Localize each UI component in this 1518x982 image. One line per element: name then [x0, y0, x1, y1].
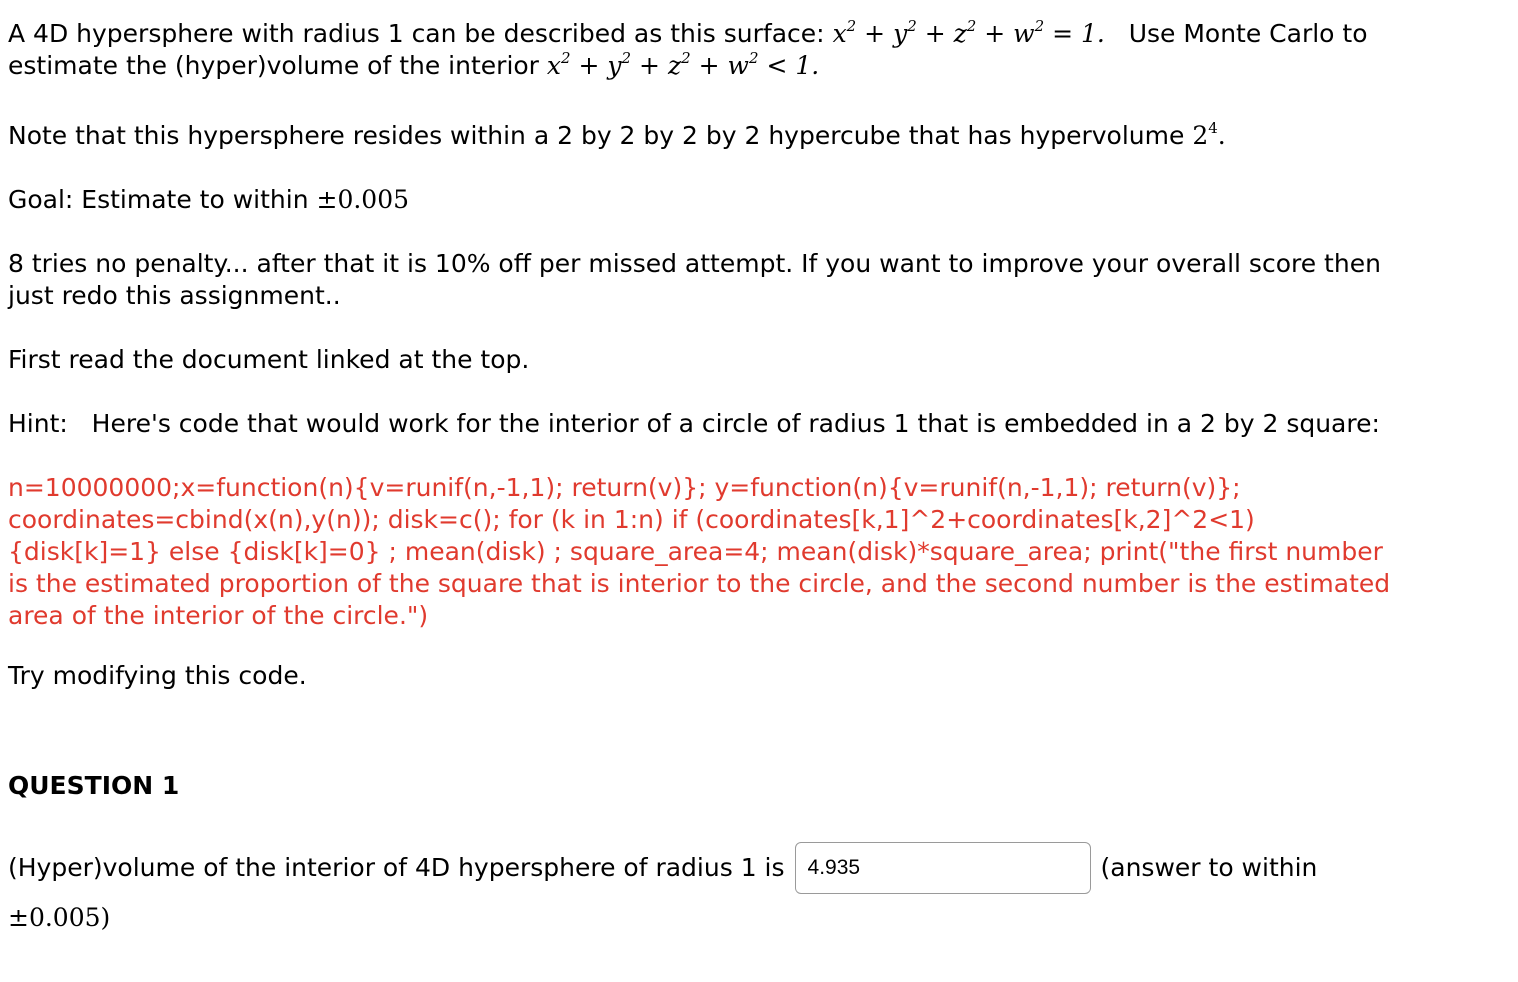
note-text: Note that this hypersphere resides within a 2 by 2 by 2 by 2 hypercube that has hypervolume [8, 121, 1193, 150]
problem-line2-prefix: estimate the (hyper)volume of the interior [8, 51, 547, 80]
hypercube-note [8, 120, 1508, 152]
try-modify-note: Try modifying this code. [8, 661, 307, 690]
tries-note: 8 tries no penalty... after that it is 10% off per missed attempt. If you want to improve your overall score then just redo this assignment.. [8, 249, 1381, 310]
note-math: $2^4$. [1192, 119, 1226, 150]
read-document-note: First read the document linked at the top. [8, 345, 530, 374]
problem-statement [8, 18, 1508, 82]
goal-text: Goal: Estimate to within [8, 185, 317, 214]
question-title: QUESTION 1 [8, 771, 180, 800]
hint-text: Here's code that would work for the interior of a circle of radius 1 that is embedded in a 2 by 2 square: [91, 409, 1380, 438]
question-answer-line [8, 842, 1508, 894]
tolerance-math: ±0.005) [8, 903, 111, 932]
surface-equation: $x^2 + y^2 + z^2 + w^2 = 1$. [832, 17, 1105, 48]
problem-line1-suffix: Use Monte Carlo to [1128, 19, 1368, 48]
goal-statement [8, 184, 1508, 216]
hint-line [8, 408, 1508, 440]
answer-input[interactable] [795, 842, 1091, 894]
hint-label: Hint: [8, 409, 68, 438]
answer-tolerance [8, 902, 1508, 934]
question-prompt: (Hyper)volume of the interior of 4D hypersphere of radius 1 is [8, 853, 785, 882]
hint-code: n=10000000;x=function(n){v=runif(n,-1,1); return(v)}; y=function(n){v=runif(n,-1,1); return(v)}; coordinates=cbind(x(n),y(n)); disk=c(); for (k in 1:n) if (coordinates[k,1]^2+coordinates[k,2]^2<1) {disk[k]=1} else {disk[k]=0} ; mean(disk) ; square_area=4; mean(disk)*square_area; print("the first number is the estimated proportion of the square that is interior to the circle, and the second number is the estimated area of the interior of the circle.") [8, 473, 1391, 630]
interior-equation: $x^2 + y^2 + z^2 + w^2 < 1$. [546, 49, 820, 80]
answer-suffix: (answer to within [1100, 853, 1318, 882]
goal-math: ±0.005 [316, 185, 410, 214]
problem-line1-prefix: A 4D hypersphere with radius 1 can be described as this surface: [8, 19, 833, 48]
assignment-content [8, 14, 1508, 934]
